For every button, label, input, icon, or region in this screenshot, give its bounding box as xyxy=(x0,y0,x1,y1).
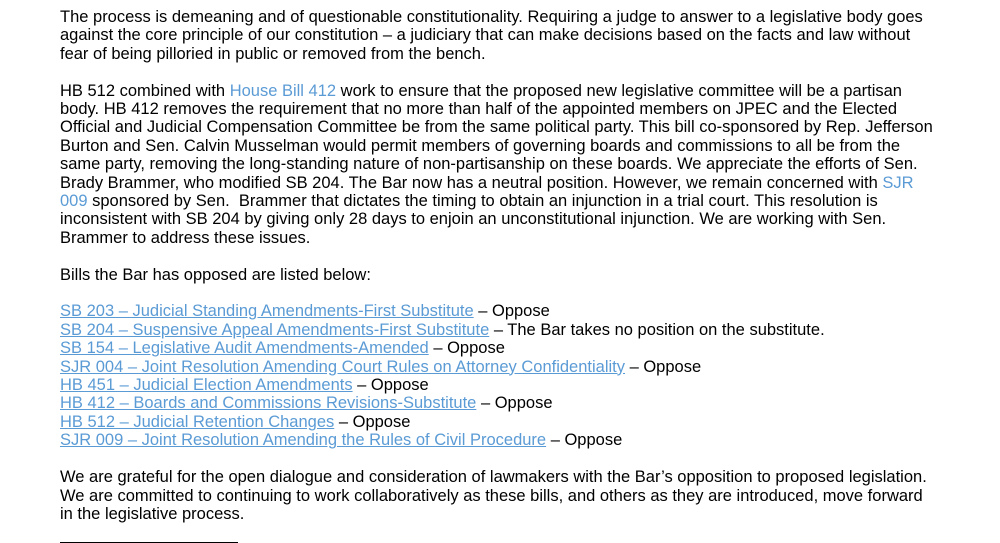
bill-link-hb-412[interactable]: HB 412 – Boards and Commissions Revisions-Substitute xyxy=(60,394,477,413)
bill-status: – Oppose xyxy=(625,357,702,376)
bill-status: – Oppose xyxy=(473,302,550,321)
paragraph-closing: We are grateful for the open dialogue and consideration of lawmakers with the Bar’s opposition to proposed legislation. We are committed to continuing to work collaboratively as these bills, and others as they are introduced, move forward in the legislative process. xyxy=(60,468,927,523)
paragraph-text: work to ensure that the proposed new legislative committee will be a partisan body. HB 412 removes the requirement that no more than half of the appointed members on JPEC and the Elected Official and Judicial Compensation Committee be from the same political party. This bill co-sponsored by Rep. Jefferson Burton and Sen. Calvin Musselman would permit members of governing boards and commissions to all be from the same party, removing the long-standing nature of non-partisanship on these boards. We appreciate the efforts of Sen. Brady Brammer, who modified SB 204. The Bar now has a neutral position. However, we remain concerned with xyxy=(60,81,933,192)
list-item xyxy=(60,358,940,376)
bill-link-sjr-009[interactable]: SJR 009 – Joint Resolution Amending the Rules of Civil Procedure xyxy=(60,431,547,450)
list-item xyxy=(60,431,940,449)
bill-link-hb-512[interactable]: HB 512 – Judicial Retention Changes xyxy=(60,412,335,431)
bill-status: – Oppose xyxy=(334,412,411,431)
paragraph-text: HB 512 combined with xyxy=(60,81,230,100)
bill-link-sjr-004[interactable]: SJR 004 – Joint Resolution Amending Court Rules on Attorney Confidentiality xyxy=(60,357,625,376)
bill-link-sb-203[interactable]: SB 203 – Judicial Standing Amendments-First Substitute xyxy=(60,302,474,321)
list-item xyxy=(60,413,940,431)
opposed-bills-list xyxy=(60,302,940,449)
list-item xyxy=(60,321,940,339)
bill-status: – Oppose xyxy=(476,394,553,413)
bill-link-sb-204[interactable]: SB 204 – Suspensive Appeal Amendments-First Substitute xyxy=(60,320,490,339)
paragraph-constitutionality: The process is demeaning and of questionable constitutionality. Requiring a judge to answer to a legislative body goes against the core principle of our constitution – a judiciary that can make decisions based on the facts and law without fear of being pilloried in public or removed from the bench. xyxy=(60,8,923,63)
bill-link-sb-154[interactable]: SB 154 – Legislative Audit Amendments-Amended xyxy=(60,339,429,358)
bill-status: – Oppose xyxy=(352,376,429,395)
sjr-009-link[interactable]: SJR 009 xyxy=(60,173,914,211)
paragraph-bills-intro: Bills the Bar has opposed are listed below: xyxy=(60,265,371,284)
list-item xyxy=(60,302,940,320)
bill-status: – Oppose xyxy=(428,339,505,358)
bill-link-hb-451[interactable]: HB 451 – Judicial Election Amendments xyxy=(60,376,353,395)
bill-status: – Oppose xyxy=(546,431,623,450)
list-item xyxy=(60,339,940,357)
paragraph-partisan-committee xyxy=(60,82,940,248)
list-item xyxy=(60,394,940,412)
bill-status: – The Bar takes no position on the substitute. xyxy=(489,320,825,339)
house-bill-412-link[interactable]: House Bill 412 xyxy=(229,81,337,100)
list-item xyxy=(60,376,940,394)
article-body xyxy=(60,8,940,543)
paragraph-text: sponsored by Sen. Brammer that dictates the timing to obtain an injunction in a trial court. This resolution is inconsistent with SB 204 by giving only 28 days to enjoin an unconstitutional injunction. We are working with Sen. Brammer to address these issues. xyxy=(60,192,887,247)
